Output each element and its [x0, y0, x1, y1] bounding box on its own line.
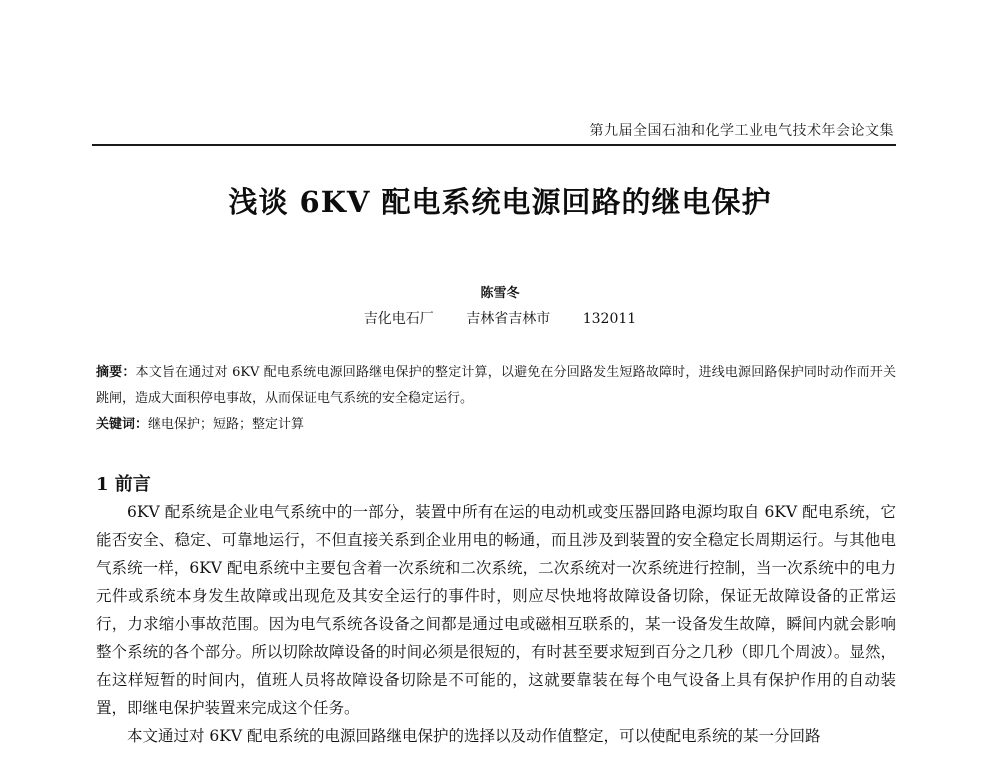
abstract — [96, 360, 896, 412]
abstract-text: 本文旨在通过对 6KV 配电系统电源回路继电保护的整定计算，以避免在分回路发生短路故障时，进线电源回路保护同时动作而开关跳闸，造成大面积停电事故，从而保证电气系统的安全稳定运行。 — [96, 365, 896, 406]
abstract-label: 摘要： — [96, 365, 136, 380]
affiliation-location: 吉林省吉林市 — [466, 311, 551, 327]
keywords-text: 继电保护；短路；整定计算 — [148, 417, 305, 432]
header-divider — [92, 144, 896, 146]
paragraph: 6KV 配系统是企业电气系统中的一部分，装置中所有在运的电动机或变压器回路电源均取自 6KV 配电系统，它能否安全、稳定、可靠地运行，不但直接关系到企业用电的畅通，而且涉及到装置的安全稳定长周期运行。与其他电气系统一样，6KV 配电系统中主要包含着一次系统和二次系统，二次系统对一次系统进行控制，当一次系统中的电力元件或系统本身发生故障或出现危及其安全运行的事件时，则应尽快地将故障设备切除，保证无故障设备的正常运行，力求缩小事故范围。因为电气系统各设备之间都是通过电或磁相互联系的，某一设备发生故障，瞬间内就会影响整个系统的各个部分。所以切除故障设备的时间必须是很短的，有时甚至要求短到百分之几秒（即几个周波）。显然，在这样短暂的时间内，值班人员将故障设备切除是不可能的，这就要靠装在每个电气设备上具有保护作用的自动装置，即继电保护装置来完成这个任务。 — [96, 503, 896, 717]
keywords-label: 关键词： — [96, 417, 149, 432]
section-heading: 1 前言 — [96, 474, 151, 495]
paragraph: 本文通过对 6KV 配电系统的电源回路继电保护的选择以及动作值整定，可以使配电系统的某一分回路 — [127, 727, 821, 745]
author-affiliation — [0, 308, 1000, 328]
affiliation-postcode: 132011 — [582, 311, 637, 327]
running-header: 第九届全国石油和化学工业电气技术年会论文集 — [589, 123, 894, 139]
section-body — [96, 498, 896, 750]
keywords — [96, 412, 896, 438]
affiliation-organization: 吉化电石厂 — [363, 311, 434, 327]
abstract-block — [96, 360, 896, 438]
paper-title: 浅谈 6KV 配电系统电源回路的继电保护 — [228, 185, 772, 219]
author-name: 陈雪冬 — [480, 286, 520, 301]
